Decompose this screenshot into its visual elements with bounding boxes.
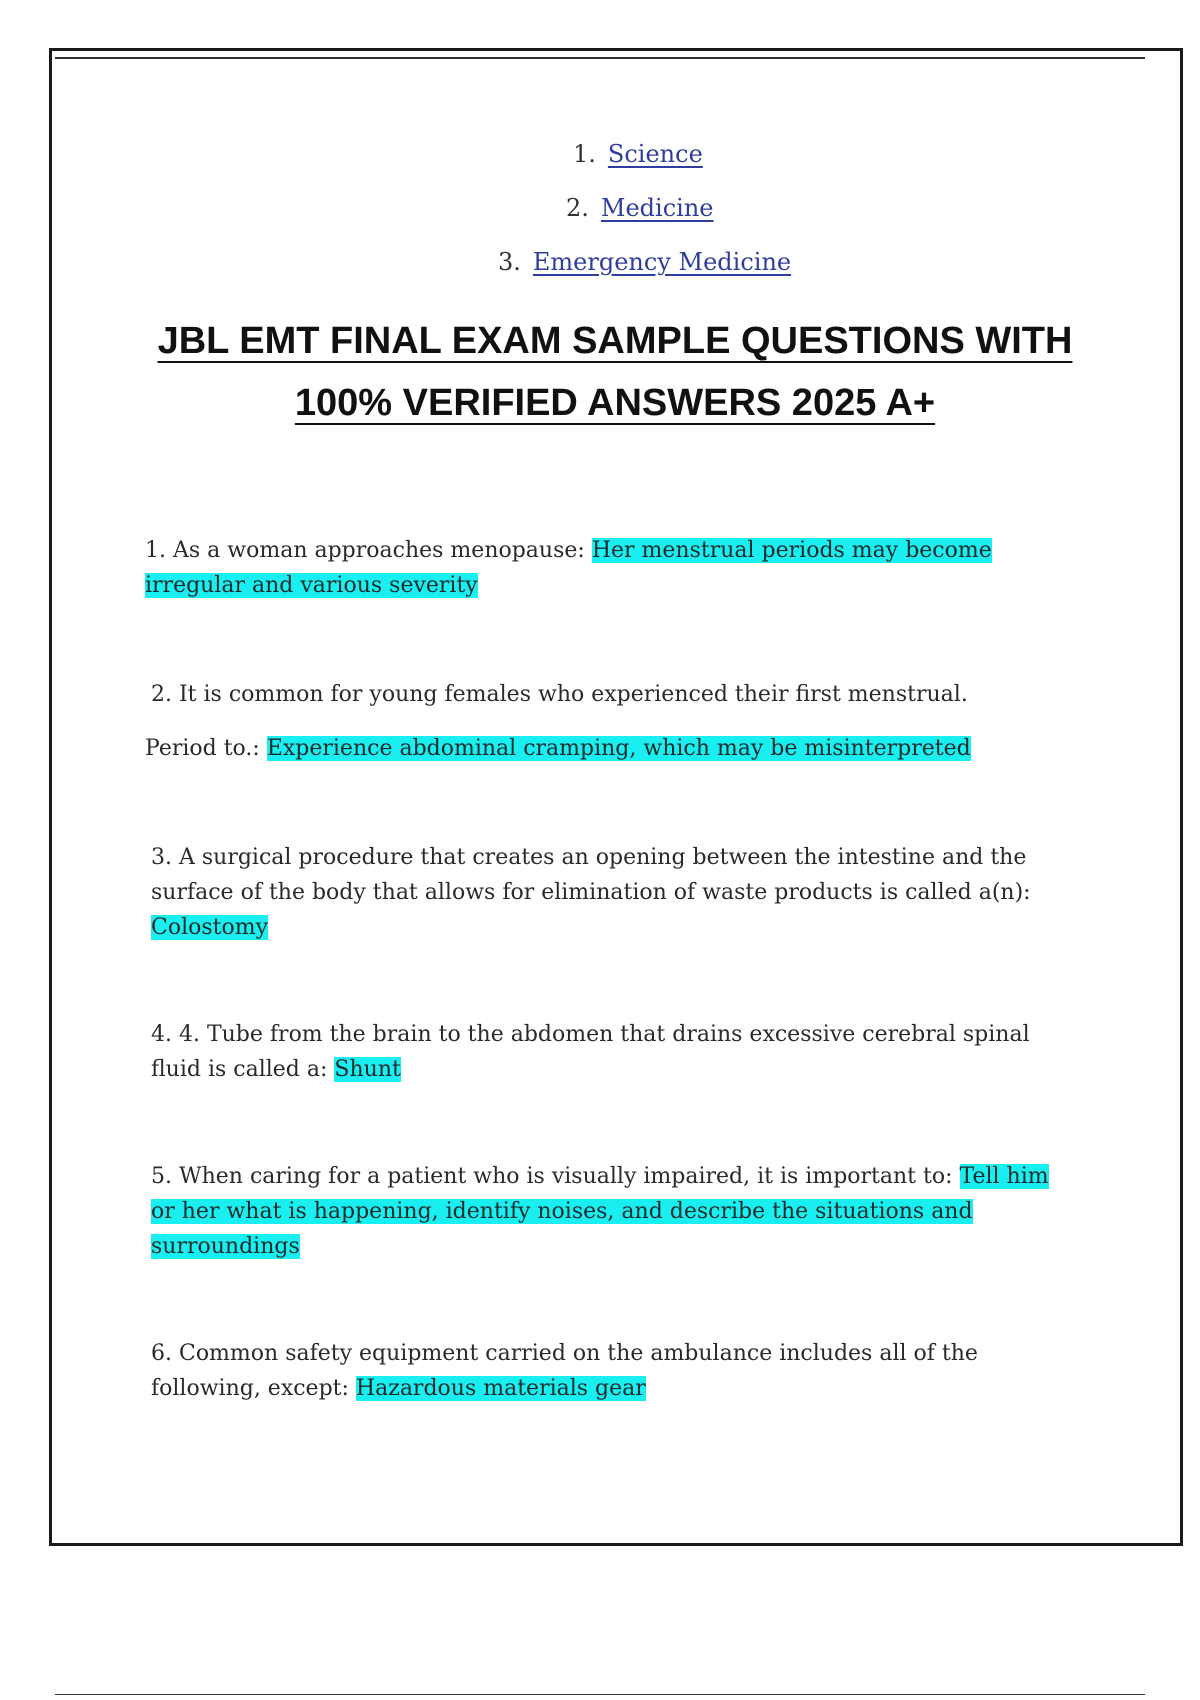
question-2 xyxy=(151,677,1086,712)
breadcrumb-link-science[interactable]: Science xyxy=(607,140,703,168)
question-1 xyxy=(145,533,1080,603)
title-line-1: JBL EMT FINAL EXAM SAMPLE QUESTIONS WITH xyxy=(157,320,1073,362)
question-text: 2. It is common for young females who experienced their first menstrual. xyxy=(151,682,968,707)
question-text: 4. 4. Tube from the brain to the abdomen that drains excessive cerebral spinal xyxy=(151,1022,1030,1047)
page-title xyxy=(100,310,1130,434)
question-text: 3. A surgical procedure that creates an opening between the intestine and the xyxy=(151,845,1027,870)
answer-highlight: or her what is happening, identify noises, and describe the situations and xyxy=(151,1199,973,1224)
bottom-rule xyxy=(55,1694,1145,1695)
question-text: 6. Common safety equipment carried on the ambulance includes all of the xyxy=(151,1341,978,1366)
answer-highlight: irregular and various severity xyxy=(145,573,478,598)
question-5 xyxy=(151,1159,1081,1264)
breadcrumb-link-medicine[interactable]: Medicine xyxy=(600,194,714,222)
question-text: 1. As a woman approaches menopause: xyxy=(145,538,592,563)
answer-highlight: Tell him xyxy=(959,1164,1049,1189)
answer-highlight: Hazardous materials gear xyxy=(355,1376,646,1401)
answer-highlight: Colostomy xyxy=(151,915,269,940)
question-text: following, except: xyxy=(151,1376,356,1401)
breadcrumb-item-emergency-medicine xyxy=(498,248,791,276)
answer-highlight: surroundings xyxy=(151,1234,300,1259)
question-text: Period to.: xyxy=(145,736,267,761)
question-text: surface of the body that allows for elimination of waste products is called a(n): xyxy=(151,880,1031,905)
breadcrumb-number: 3. xyxy=(498,248,521,276)
breadcrumb-link-emergency-medicine[interactable]: Emergency Medicine xyxy=(532,248,792,276)
answer-highlight: Experience abdominal cramping, which may be misinterpreted xyxy=(266,736,971,761)
title-line-2: 100% VERIFIED ANSWERS 2025 A+ xyxy=(294,382,936,424)
answer-highlight: Her menstrual periods may become xyxy=(591,538,992,563)
breadcrumb-number: 1. xyxy=(573,140,596,168)
breadcrumb-number: 2. xyxy=(566,194,589,222)
question-4 xyxy=(151,1017,1071,1087)
answer-highlight: Shunt xyxy=(334,1057,401,1082)
question-2-continued xyxy=(145,731,1080,766)
breadcrumb-item-medicine xyxy=(566,194,714,222)
question-text: 5. When caring for a patient who is visually impaired, it is important to: xyxy=(151,1164,960,1189)
question-3 xyxy=(151,840,1071,945)
question-text: fluid is called a: xyxy=(151,1057,335,1082)
question-6 xyxy=(151,1336,1071,1406)
breadcrumb-item-science xyxy=(573,140,703,168)
